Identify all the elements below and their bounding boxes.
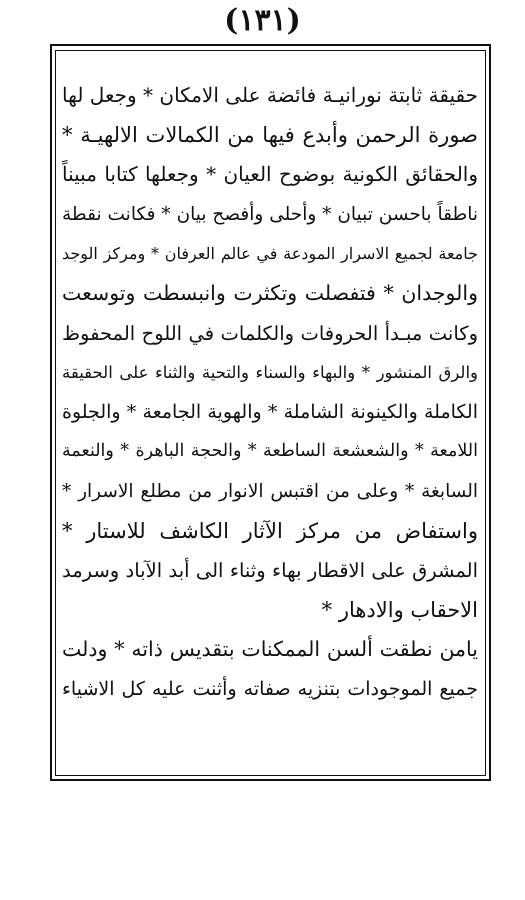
text-line: يامن نطقت ألسن الممكنات بتقديس ذاته * ودلت: [62, 637, 478, 662]
body-text: [62, 76, 478, 710]
text-line: جامعة لجميع الاسرار المودعة في عالم العرفان * ومركز الوجد: [62, 244, 478, 264]
text-line: واستفاض من مركز الآثار الكاشف للاستار *: [62, 518, 478, 543]
text-line: والوجدان * فتفصلت وتكثرت وانبسطت وتوسعت: [62, 280, 478, 305]
text-line: ناطقاً باحسن تبيان * وأحلى وأفصح بيان * فكانت نقطة: [62, 203, 478, 225]
text-line: السابغة * وعلى من اقتبس الانوار من مطلع الاسرار *: [62, 480, 478, 502]
text-line: والحقائق الكونية بوضوح العيان * وجعلها كتابا مبيناً: [62, 162, 478, 187]
text-line: جميع الموجودات بتنزيه صفاته وأثنت عليه كل الاشياء: [62, 677, 478, 700]
text-line: الكاملة والكينونة الشاملة * والهوية الجامعة * والجلوة: [62, 400, 478, 423]
text-line: الاحقاب والادهار *: [321, 597, 478, 622]
text-line: المشرق على الاقطار بهاء وثناء الى أبد الآباد وسرمد: [62, 559, 478, 583]
text-line: والرق المنشور * والبهاء والسناء والتحية والثناء على الحقيقة: [62, 363, 478, 383]
page-number: (١٣١): [224, 3, 301, 38]
text-line: حقيقة ثابتة نورانيـة فائضة على الامكان * وجعل لها: [62, 83, 478, 107]
text-line: صورة الرحمن وأبدع فيها من الكمالات الالهيـة *: [62, 122, 478, 147]
text-line: وكانت مبـدأ الحروفات والكلمات في اللوح المحفوظ: [62, 321, 478, 345]
text-line: اللامعة * والشعشعة الساطعة * والحجة الباهرة * والنعمة: [62, 441, 478, 462]
